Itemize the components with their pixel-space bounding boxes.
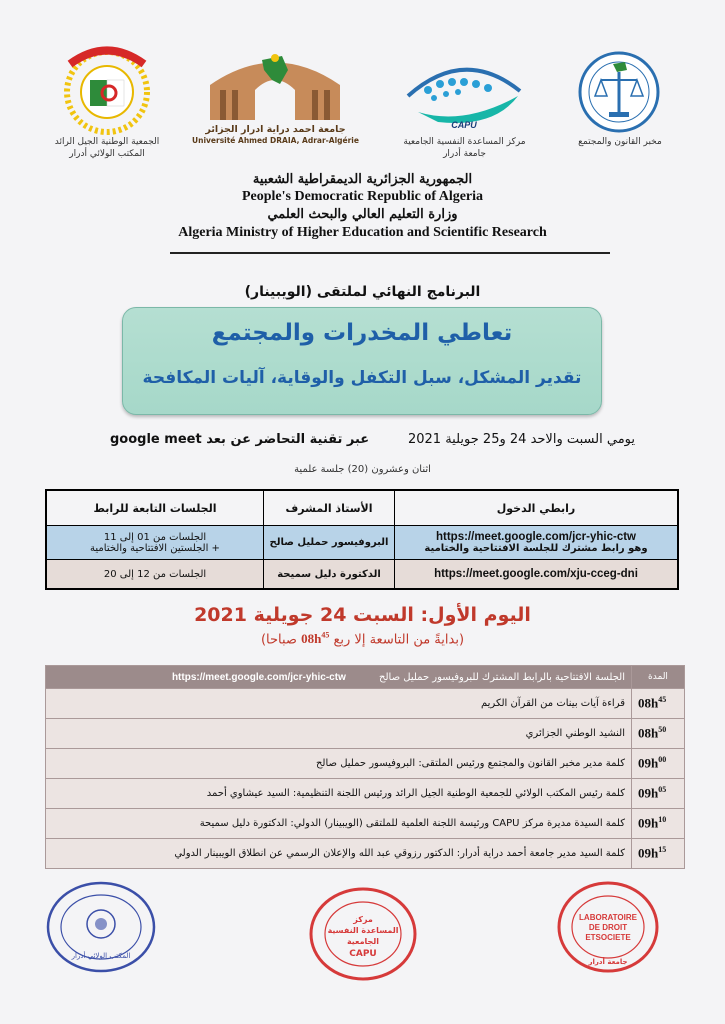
header-ministry-ar: وزارة التعليم العالي والبحث العلمي <box>267 207 458 222</box>
link-cell <box>395 560 679 590</box>
schedule-row <box>46 719 685 749</box>
event-dates <box>90 432 635 452</box>
header-ministry-en: Algeria Ministry of Higher Education and Scientific Research <box>178 225 547 240</box>
assoc-caption: الجمعية الوطنية الجيل الرائد المكتب الولائي أدرار <box>54 137 160 159</box>
schedule-item: كلمة مدير مخبر القانون والمجتمع ورئيس الملتقى: البروفيسور حمليل صالح <box>46 749 632 779</box>
table-row <box>46 526 678 560</box>
col-sessions: الجلسات التابعة للرابط <box>46 490 264 526</box>
schedule-row <box>46 689 685 719</box>
svg-text:CAPU: CAPU <box>451 120 477 130</box>
col-links: رابطي الدخول <box>395 490 679 526</box>
svg-text:LABORATOIRE: LABORATOIRE <box>579 913 637 922</box>
capu-stamp <box>308 886 418 986</box>
link-cell <box>395 526 679 560</box>
svg-text:CAPU: CAPU <box>349 949 377 959</box>
banner-subtitle: تقدير المشكل، سبل التكفل والوقاية، آليات المكافحة <box>142 368 582 388</box>
svg-text:جامعة أدرار: جامعة أدرار <box>588 958 628 966</box>
supervisor-cell: الدكتورة دليل سميحة <box>264 560 395 590</box>
capu-logo <box>398 56 530 134</box>
schedule-row <box>46 749 685 779</box>
schedule-item: كلمة السيد مدير جامعة أحمد دراية أدرار: الدكتور رزوقي عبد الله والإعلان الرسمي عن انطلاق الويبينار الدولي <box>46 839 632 869</box>
sessions-cell: الجلسات من 12 إلى 20 <box>46 560 264 590</box>
schedule-row <box>46 809 685 839</box>
schedule-time: $09h^{15}$ <box>632 839 685 869</box>
capu-caption: مركز المساعدة النفسية الجامعية جامعة أدرار <box>403 137 526 159</box>
assoc-stamp <box>45 880 157 979</box>
day-one-start: (بدايةً من التاسعة إلا ربع $08h^{45}$ صباحا) <box>260 631 465 648</box>
opening-session: الجلسة الافتتاحية بالرابط المشترك للبروفيسور حمليل صالح https://meet.google.com/jcr-yhic-ctw <box>46 666 632 689</box>
banner-title: تعاطي المخدرات والمجتمع <box>211 320 513 346</box>
col-supervisor: الأستاذ المشرف <box>264 490 395 526</box>
svg-text:مركز: مركز <box>353 915 373 924</box>
day-one-title: اليوم الأول: السبت 24 جويلية 2021 <box>194 604 531 626</box>
links-table-header <box>46 490 678 526</box>
opening-link[interactable]: https://meet.google.com/jcr-yhic-ctw <box>171 671 346 683</box>
schedule-item: كلمة السيدة مديرة مركز CAPU ورئيسة اللجنة العلمية للملتقى (الويبينار) الدولي: الدكتورة دليل سميحة <box>46 809 632 839</box>
university-caption: جامعة احمد دراية ادرار الجزائر Université Ahmed DRAIA, Adrar-Algérie <box>192 124 359 145</box>
schedule-time: $08h^{45}$ <box>632 689 685 719</box>
meet-link[interactable]: https://meet.google.com/xju-cceg-dni <box>434 568 638 580</box>
supervisor-cell: البروفيسور حمليل صالح <box>264 526 395 560</box>
header-republic-ar: الجمهورية الجزائرية الديمقراطية الشعبية <box>252 172 473 187</box>
schedule-item: كلمة رئيس المكتب الولائي للجمعية الوطنية الجيل الرائد ورئيس اللجنة التنظيمية: السيد عيشاوي أحمد <box>46 779 632 809</box>
schedule-header <box>46 666 685 689</box>
sessions-cell: الجلسات من 01 إلى 11 + الجلستين الافتتاحية والختامية <box>46 526 264 560</box>
lab-stamp <box>556 880 660 978</box>
schedule-table <box>45 665 685 869</box>
links-table <box>45 489 679 590</box>
svg-text:المكتب الولائي أدرار: المكتب الولائي أدرار <box>71 952 131 960</box>
schedule-item: قراءة آيات بينات من القرآن الكريم <box>46 689 632 719</box>
schedule-time: $08h^{50}$ <box>632 719 685 749</box>
event-mode: عبر تقنية التحاضر عن بعد google meet <box>110 432 370 447</box>
assoc-logo <box>62 42 152 141</box>
schedule-time: $09h^{05}$ <box>632 779 685 809</box>
svg-text:DE DROIT: DE DROIT <box>588 923 628 932</box>
svg-text:الجامعية: الجامعية <box>346 937 380 946</box>
university-logo <box>200 50 350 129</box>
col-duration: المدة <box>632 666 685 689</box>
schedule-row <box>46 839 685 869</box>
svg-text:ETSOCIETE: ETSOCIETE <box>585 933 631 942</box>
lab-logo <box>577 50 661 138</box>
schedule-item: النشيد الوطني الجزائري <box>46 719 632 749</box>
header-divider <box>170 252 610 254</box>
event-days: يومي السبت والاحد 24 و25 جويلية 2021 <box>407 432 635 447</box>
table-row <box>46 560 678 590</box>
meet-link[interactable]: https://meet.google.com/jcr-yhic-ctw <box>436 531 636 543</box>
header-republic-en: People's Democratic Republic of Algeria <box>241 189 484 204</box>
link-note: وهو رابط مشترك للجلسة الافتتاحية والختامية <box>424 543 648 554</box>
schedule-row <box>46 779 685 809</box>
svg-text:المساعدة النفسية: المساعدة النفسية <box>327 926 399 935</box>
sessions-count: اثنان وعشرون (20) جلسة علمية <box>294 464 431 475</box>
schedule-time: $09h^{10}$ <box>632 809 685 839</box>
program-title: البرنامج النهائي لملتقى (الويبينار) <box>244 284 481 300</box>
topic-banner <box>122 307 602 415</box>
lab-caption: مخبر القانون والمجتمع <box>578 137 662 147</box>
schedule-time: $09h^{00}$ <box>632 749 685 779</box>
